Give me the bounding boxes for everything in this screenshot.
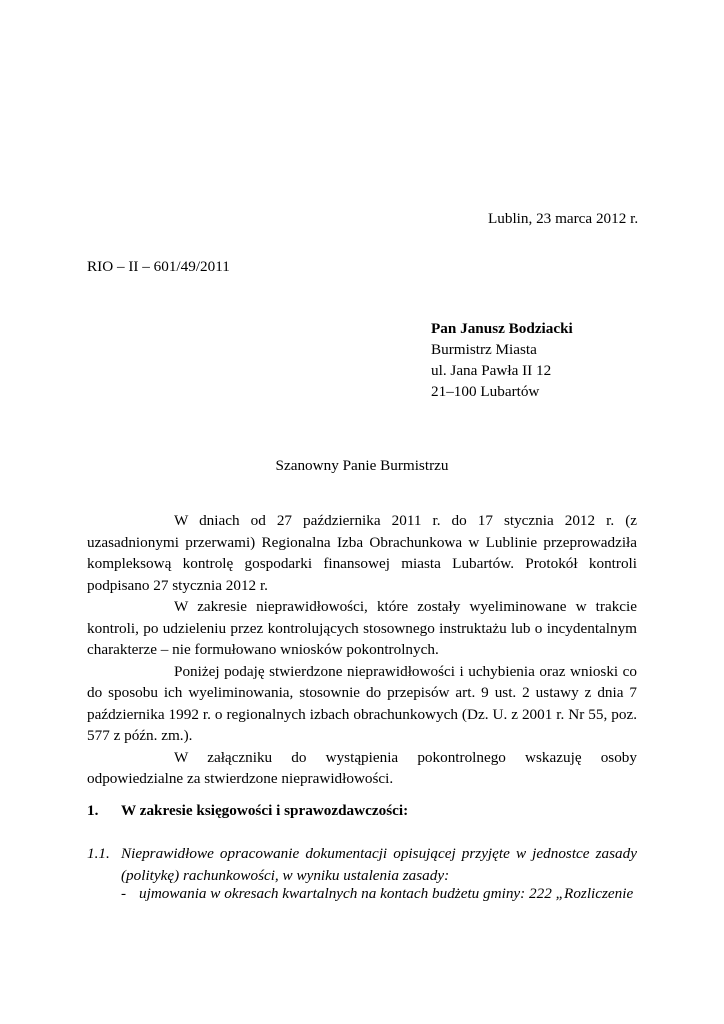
subsection-number: 1.1. xyxy=(87,845,110,862)
letter-date: Lublin, 23 marca 2012 r. xyxy=(488,210,639,227)
subsection-text: Nieprawidłowe opracowanie dokumentacji opisującej przyjęte w jednostce zasady (politykę) rachunkowości, w wyniku ustalenia zasady: xyxy=(121,845,637,884)
recipient-address xyxy=(431,318,573,402)
recipient-title: Burmistrz Miasta xyxy=(431,341,537,358)
paragraph-1: W dniach od 27 października 2011 r. do 17 stycznia 2012 r. (z uzasadnionymi przerwami) Regionalna Izba Obrachunkowa w Lublinie przeprowadziła kompleksową kontrolę gospodarki finansowej miasta Lubartów. Protokół kontroli podpisano 27 stycznia 2012 r. xyxy=(87,512,637,594)
salutation: Szanowny Panie Burmistrzu xyxy=(275,457,449,474)
bullet-dash: - xyxy=(121,885,127,902)
letter-body xyxy=(87,510,637,790)
section-number: 1. xyxy=(87,802,99,819)
paragraph-4: W załączniku do wystąpienia pokontrolnego wskazuję osoby odpowiedzialne za stwierdzone nieprawidłowości. xyxy=(87,748,637,787)
section-heading xyxy=(87,802,408,820)
paragraph-3: Poniżej podaję stwierdzone nieprawidłowości i uchybienia oraz wnioski co do sposobu ich wyeliminowania, stosownie do przepisów art. 9 ust. 2 ustawy z dnia 7 października 1992 r. o regionalnych izbach obrachunkowych (Dz. U. z 2001 r. Nr 55, poz. 577 z późn. zm.). xyxy=(87,662,637,744)
recipient-name: Pan Janusz Bodziacki xyxy=(431,320,573,337)
reference-number: RIO – II – 601/49/2011 xyxy=(87,258,230,275)
recipient-street: ul. Jana Pawła II 12 xyxy=(431,362,552,379)
section-title: W zakresie księgowości i sprawozdawczości: xyxy=(121,802,409,819)
recipient-city: 21–100 Lubartów xyxy=(431,383,540,400)
subsection xyxy=(87,843,637,886)
bullet-text: ujmowania w okresach kwartalnych na kontach budżetu gminy: 222 „Rozliczenie xyxy=(139,885,634,902)
paragraph-2: W zakresie nieprawidłowości, które zostały wyeliminowane w trakcie kontroli, po udzieleniu przez kontrolujących stosownego instruktażu lub o incydentalnym charakterze – nie formułowano wniosków pokontrolnych. xyxy=(87,598,637,658)
list-item xyxy=(121,885,637,903)
